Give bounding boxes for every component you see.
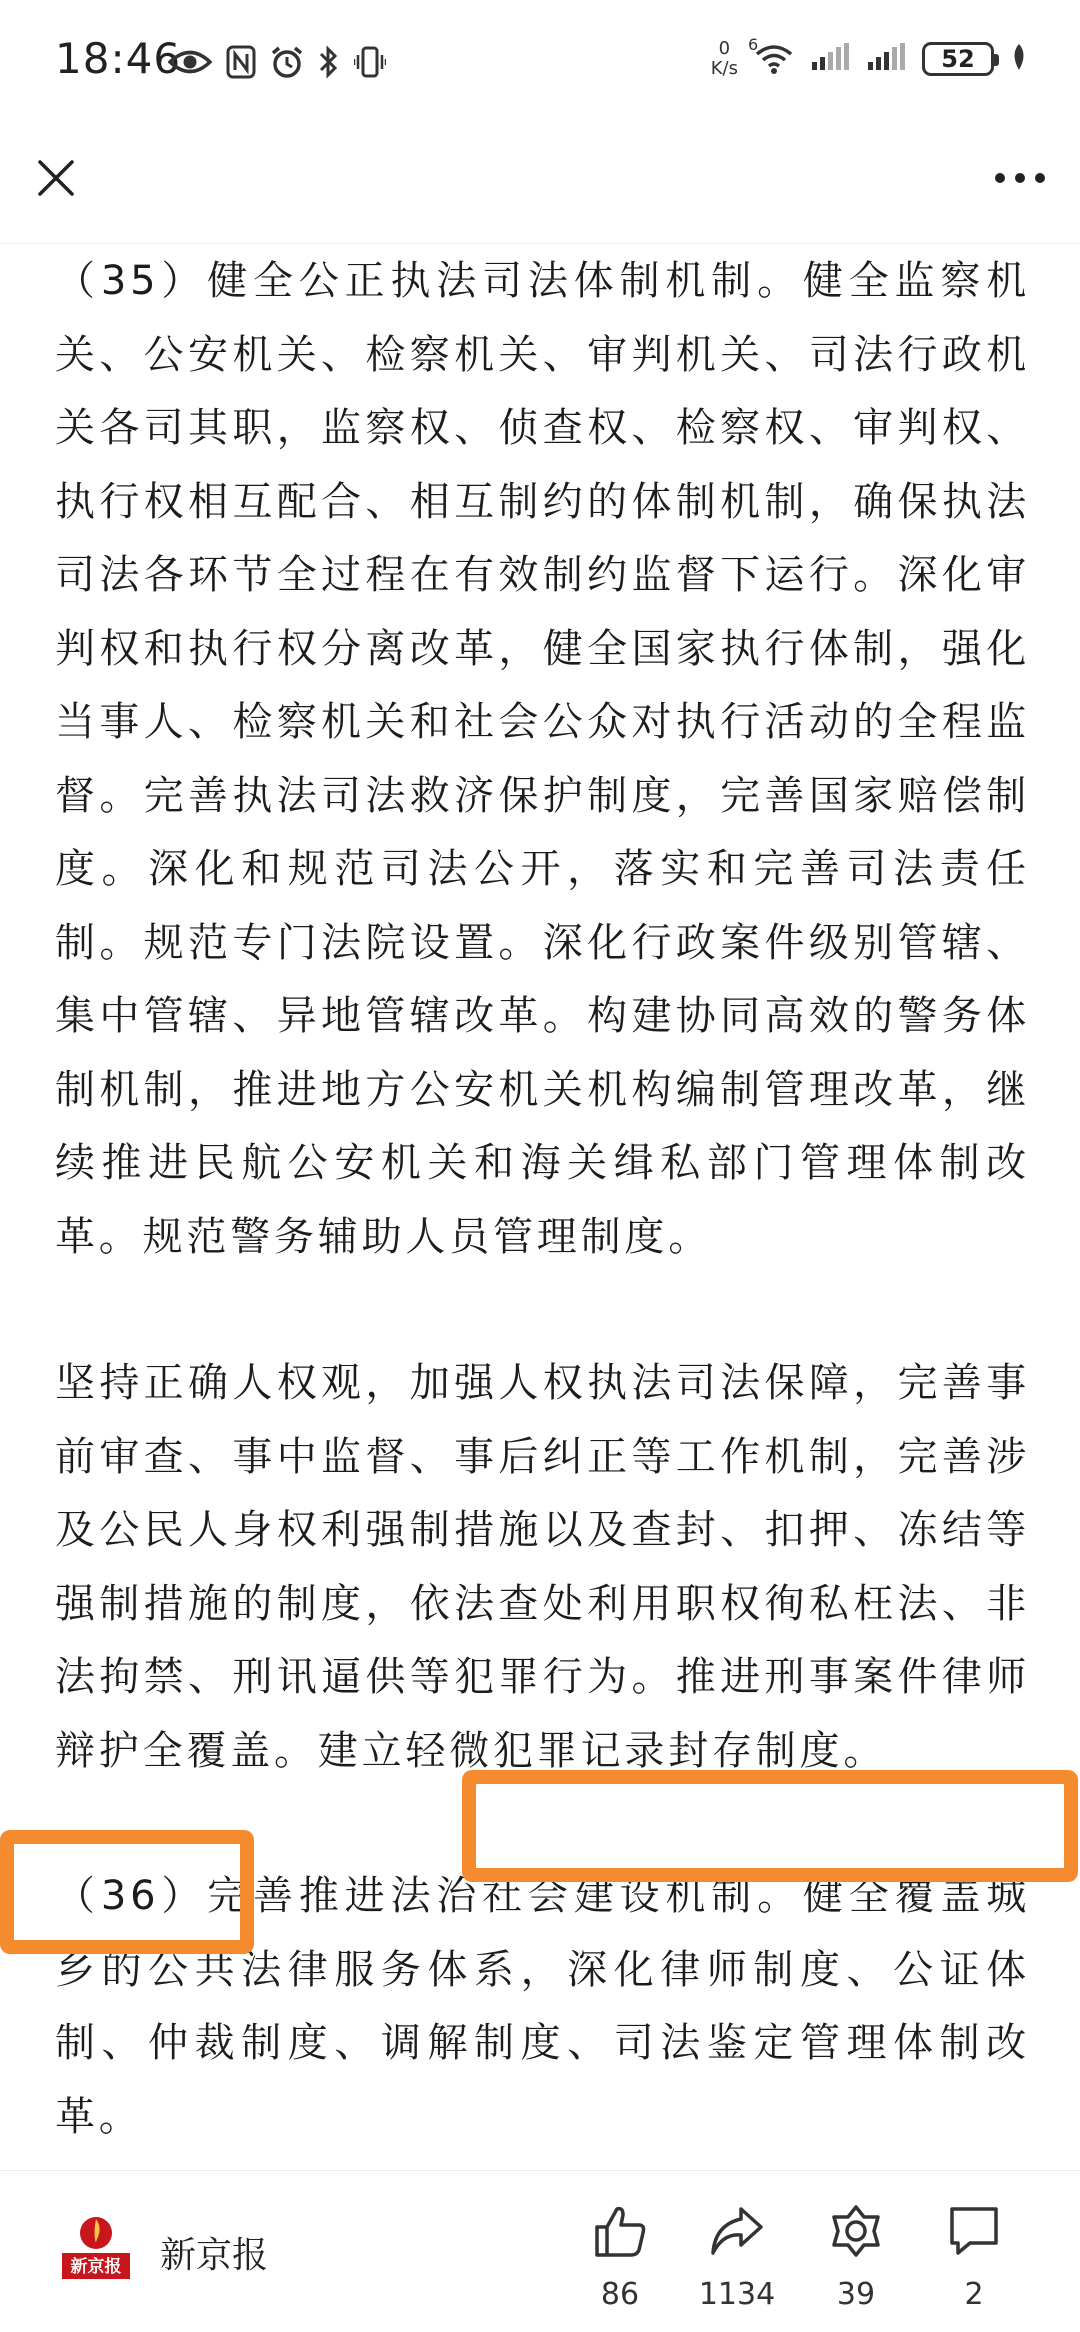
logo-text: 新京报 <box>70 2257 122 2277</box>
bluetooth-icon <box>318 45 340 79</box>
status-bar <box>0 0 1080 125</box>
share-count: 1134 <box>698 2277 776 2312</box>
wifi-icon <box>748 35 794 75</box>
vibrate-icon <box>354 45 386 79</box>
net-speed: 0 K/s <box>710 38 738 79</box>
share-button[interactable] <box>677 2199 797 2312</box>
article-paragraph: （35）健全公正执法司法体制机制。健全监察机关、公安机关、检察机关、审判机关、司法行政机关各司其职，监察权、侦查权、检察权、审判权、执行权相互配合、相互制约的体制机制，确保执法司法各环节全过程在有效制约监督下运行。深化审判权和执行权分离改革，健全国家执行体制，强化当事人、检察机关和社会公众对执行活动的全程监督。完善执法司法救济保护制度，完善国家赔偿制度。深化和规范司法公开，落实和完善司法责任制。规范专门法院设置。深化行政案件级别管辖、集中管辖、异地管辖改革。构建协同高效的警务体制机制，推进地方公安机关机构编制管理改革，继续推进民航公安机关和海关缉私部门管理体制改革。规范警务辅助人员管理制度。 <box>55 258 1030 1260</box>
newspaper-logo-icon <box>60 2213 132 2283</box>
eye-icon <box>168 47 212 77</box>
wifi-standard-label: 6 <box>748 35 759 54</box>
favorite-button[interactable] <box>796 2199 916 2312</box>
favorite-count: 39 <box>836 2277 876 2312</box>
source-name[interactable]: 新京报 <box>160 2235 269 2276</box>
comment-count: 2 <box>964 2277 984 2312</box>
thumbs-up-icon <box>592 2203 648 2259</box>
nfc-icon <box>226 45 256 79</box>
leaf-icon <box>1010 42 1028 76</box>
article-paragraph: （36）完善推进法治社会建设机制。健全覆盖城乡的公共法律服务体系，深化律师制度、公证体制、仲裁制度、调解制度、司法鉴定管理体制改革。 <box>55 1873 1030 2140</box>
signal-icon-2 <box>866 42 906 76</box>
close-button[interactable] <box>28 150 84 206</box>
share-icon <box>709 2203 765 2259</box>
status-time: 18:46 <box>55 34 182 83</box>
favorite-icon <box>828 2203 884 2259</box>
status-icons-left <box>168 40 386 84</box>
comment-icon <box>946 2203 1002 2259</box>
battery-indicator: 52 <box>922 42 994 76</box>
article-body <box>55 245 1030 2154</box>
source-logo[interactable] <box>60 2213 132 2283</box>
comment-button[interactable] <box>914 2199 1034 2312</box>
signal-icon <box>810 42 850 76</box>
like-count: 86 <box>600 2277 640 2312</box>
alarm-icon <box>270 45 304 79</box>
article-paragraph: 坚持正确人权观，加强人权执法司法保障，完善事前审查、事中监督、事后纠正等工作机制，完善涉及公民人身权利强制措施以及查封、扣押、冻结等强制措施的制度，依法查处利用职权徇私枉法、非法拘禁、刑讯逼供等犯罪行为。推进刑事案件律师辩护全覆盖。建立轻微犯罪记录封存制度。 <box>55 1360 1030 1774</box>
more-icon <box>994 172 1046 184</box>
close-icon <box>36 158 76 198</box>
status-icons-right <box>711 34 1028 84</box>
like-button[interactable] <box>560 2199 680 2312</box>
more-button[interactable] <box>988 150 1052 206</box>
bottom-bar <box>0 2170 1080 2332</box>
nav-bar <box>0 125 1080 244</box>
